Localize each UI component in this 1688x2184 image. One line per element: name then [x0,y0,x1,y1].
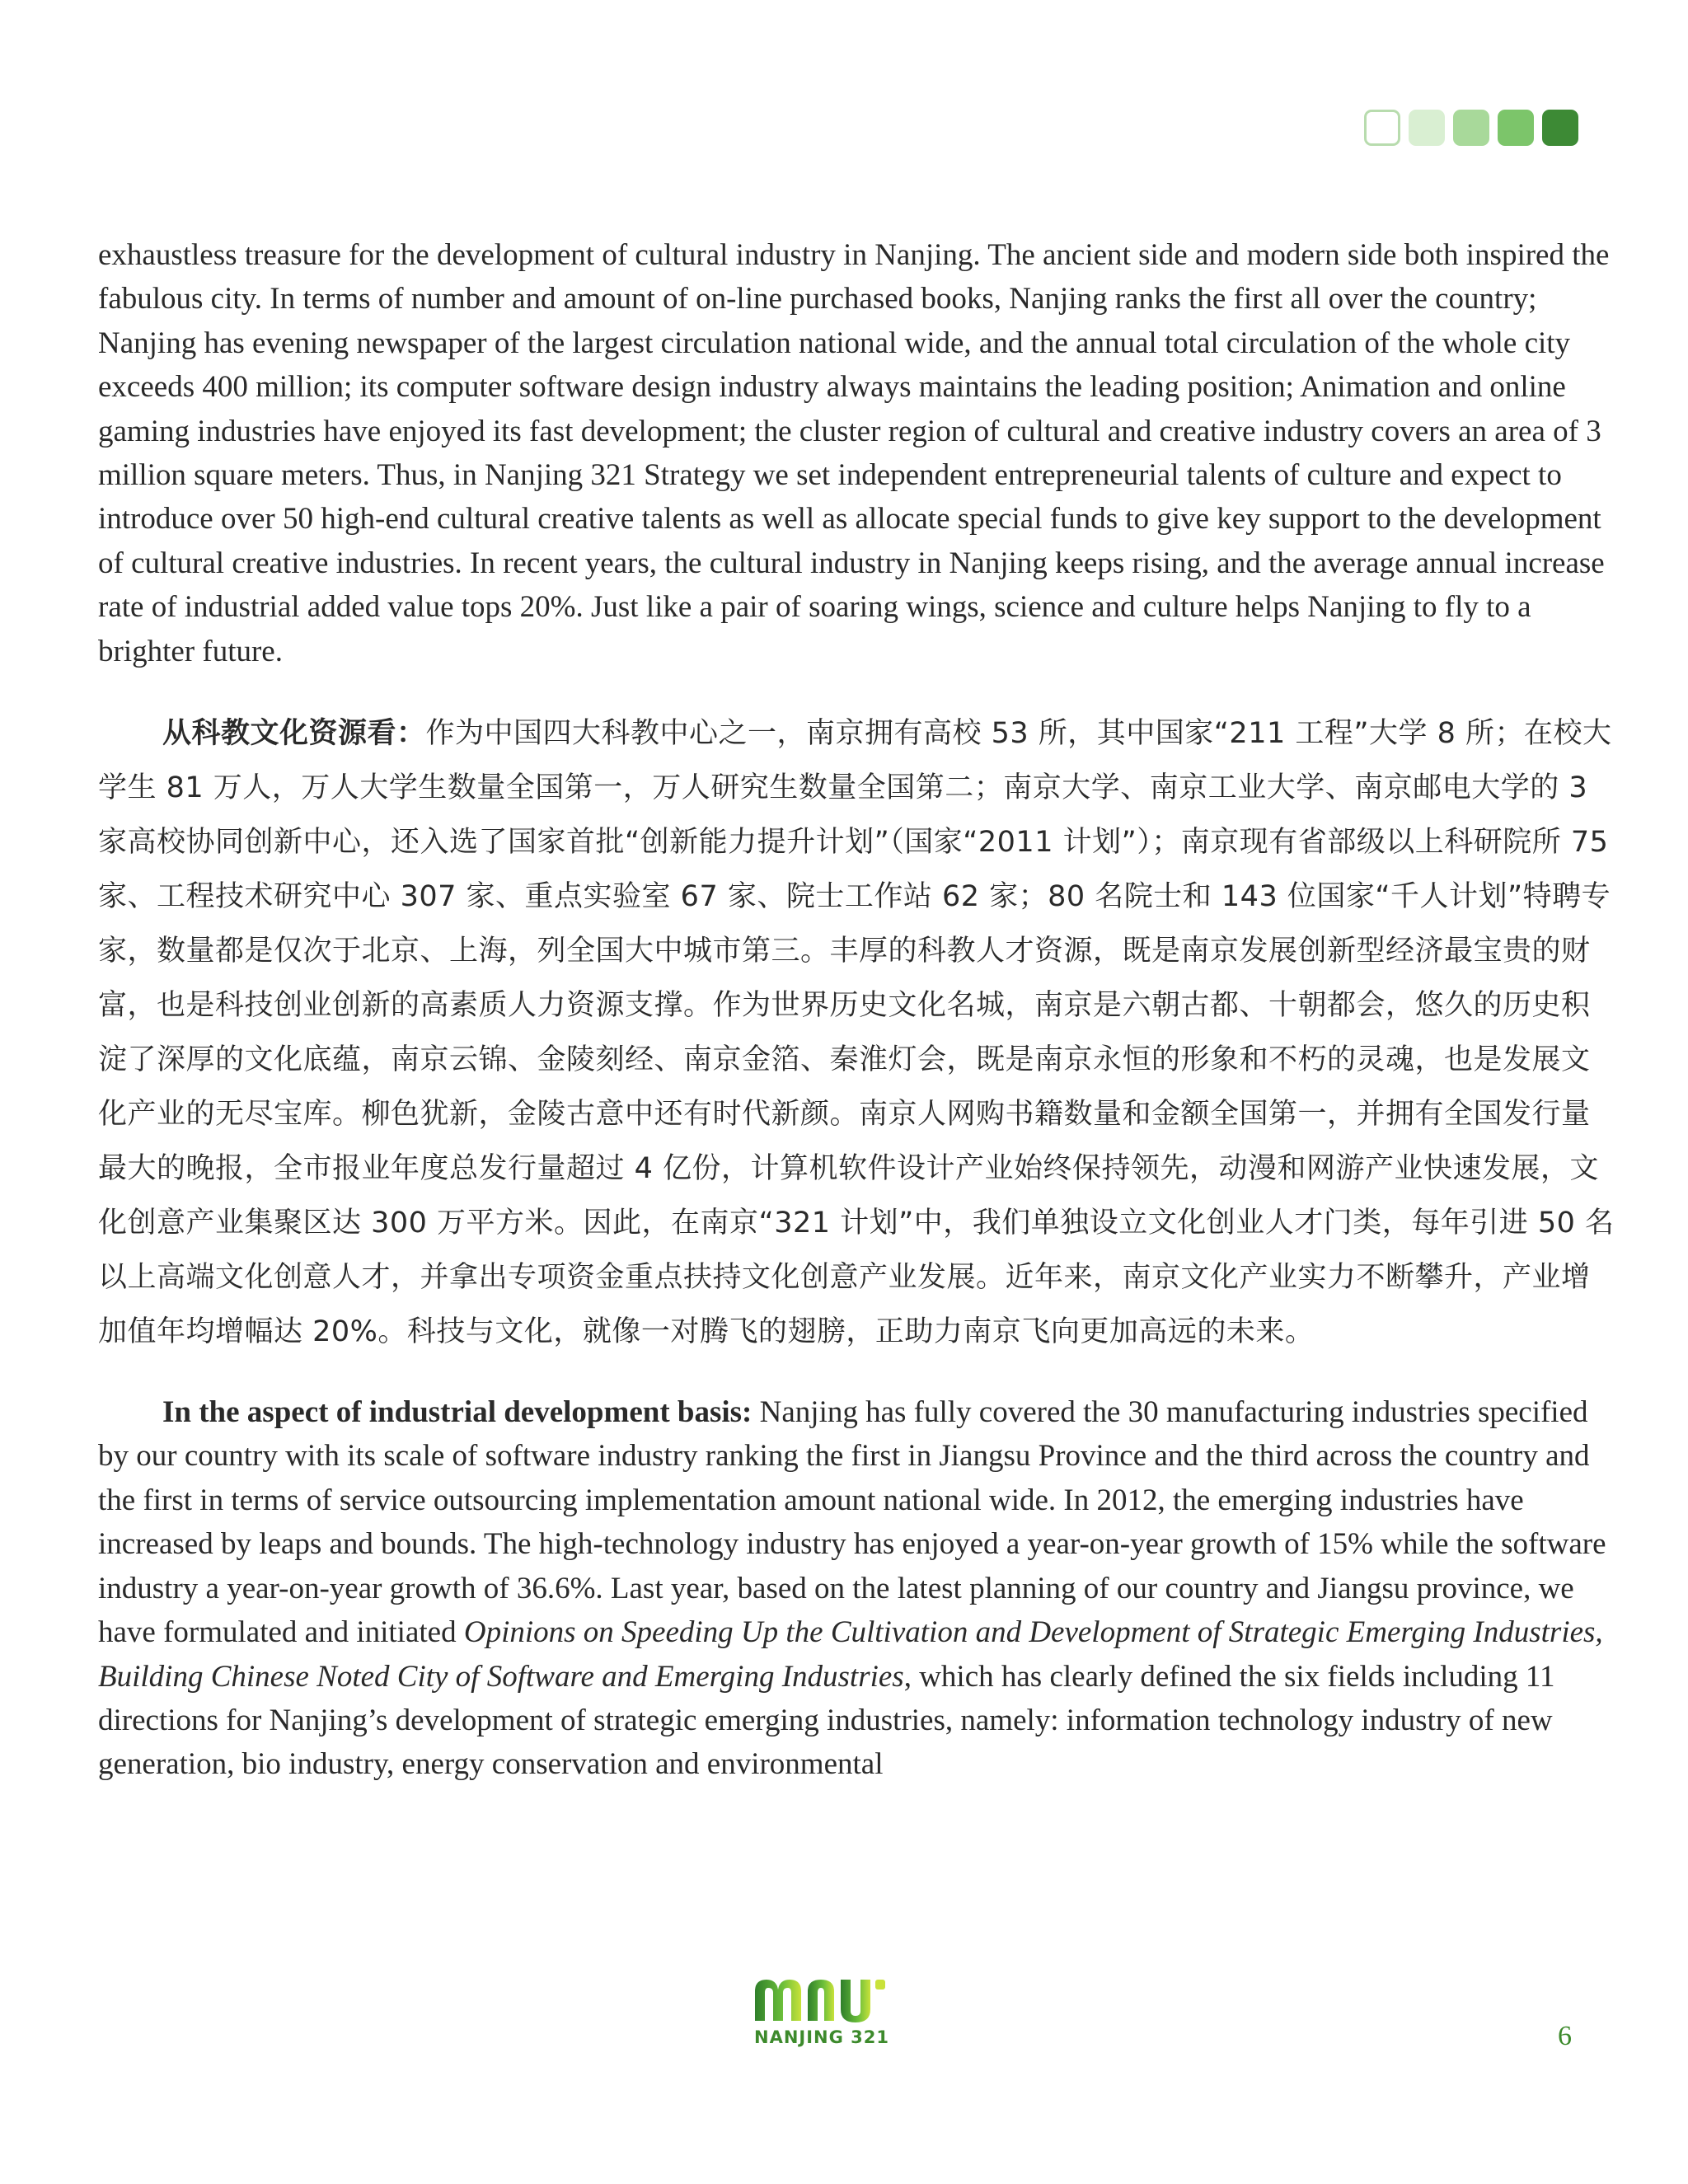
nanjing-321-logo [752,1976,892,2052]
paragraph-body-en-b: , which has clearly defined the six fields including 11 directions for Nanjing’s development of strategic emerging industries, namely: information technology industry of new generation, bio industry, energy conservation and environmental [98,1659,1555,1782]
paragraph-body-zh: 作为中国四大科教中心之一，南京拥有高校 53 所，其中国家“211 工程”大学 8 所；在校大学生 81 万人，万人大学生数量全国第一，万人研究生数量全国第二；南京大学、南京工业大学、南京邮电大学的 3 家高校协同创新中心，还入选了国家首批“创新能力提升计划”（国家“2011 计划”）；南京现有省部级以上科研院所 75 家、工程技术研究中心 307 家、重点实验室 67 家、院士工作站 62 家；80 名院士和 143 位国家“千人计划”特聘专家，数量都是仅次于北京、上海，列全国大中城市第三。丰厚的科教人才资源，既是南京发展创新型经济最宝贵的财富，也是科技创业创新的高素质人力资源支撑。作为世界历史文化名城，南京是六朝古都、十朝都会，悠久的历史积淀了深厚的文化底蕴，南京云锦、金陵刻经、南京金箔、秦淮灯会，既是南京永恒的形象和不朽的灵魂，也是发展文化产业的无尽宝库。柳色犹新，金陵古意中还有时代新颜。南京人网购书籍数量和金额全国第一，并拥有全国发行量最大的晚报，全市报业年度总发行量超过 4 亿份，计算机软件设计产业始终保持领先，动漫和网游产业快速发展，文化创意产业集聚区达 300 万平方米。因此，在南京“321 计划”中，我们单独设立文化创业人才门类，每年引进 50 名以上高端文化创意人才，并拿出专项资金重点扶持文化创意产业发展。近年来，南京文化产业实力不断攀升，产业增加值年均增幅达 20%。科技与文化，就像一对腾飞的翅膀，正助力南京飞向更加高远的未来。 [98,717,1615,1349]
paragraph-science-education-zh [98,706,1615,1359]
header-square-2 [1409,110,1445,146]
logo-text: NANJING 321 [754,2027,889,2047]
paragraph-industrial-basis-en [98,1390,1615,1787]
paragraph-lead-en: In the aspect of industrial development basis: [162,1395,753,1430]
header-square-4 [1498,110,1534,146]
page-number: 6 [1558,2021,1572,2051]
header-square-1 [1364,110,1400,146]
header-squares [1364,110,1578,146]
paragraph-culture-en: exhaustless treasure for the development of cultural industry in Nanjing. The ancient side and modern side both inspired the fabulous city. In terms of number and amount of on-line purchased books, Nanjing ranks the first all over the country; Nanjing has evening newspaper of the largest circulation national wide, and the annual total circulation of the whole city exceeds 400 million; its computer software design industry always maintains the leading position; Animation and online gaming industries have enjoyed its fast development; the cluster region of cultural and creative industry covers an area of 3 million square meters. Thus, in Nanjing 321 Strategy we set independent entrepreneurial talents of culture and expect to introduce over 50 high-end cultural creative talents as well as allocate special funds to give key support to the development of cultural creative industries. In recent years, the cultural industry in Nanjing keeps rising, and the average annual increase rate of industrial added value tops 20%. Just like a pair of soaring wings, science and culture helps Nanjing to fly to a brighter future. [98,238,1610,668]
paragraph-body-en-a: Nanjing has fully covered the 30 manufacturing industries specified by our country with its scale of software industry ranking the first in Jiangsu Province and the third across the country and the first in terms of service outsourcing implementation amount national wide. In 2012, the emerging industries have increased by leaps and bounds. The high-technology industry has enjoyed a year-on-year growth of 15% while the software industry a year-on-year growth of 36.6%. Last year, based on the latest planning of our country and Jiangsu province, we have formulated and initiated [98,1395,1606,1650]
logo-mark-icon [752,1976,892,2024]
header-square-5 [1542,110,1578,146]
document-title-italic: Opinions on Speeding Up the Cultivation and Development of Strategic Emerging Industries, Building Chinese Noted City of Software and Emerging Industries [98,1615,1603,1694]
paragraph-lead-zh: 从科教文化资源看： [162,717,426,751]
page-content [98,233,1615,1787]
header-square-3 [1453,110,1489,146]
